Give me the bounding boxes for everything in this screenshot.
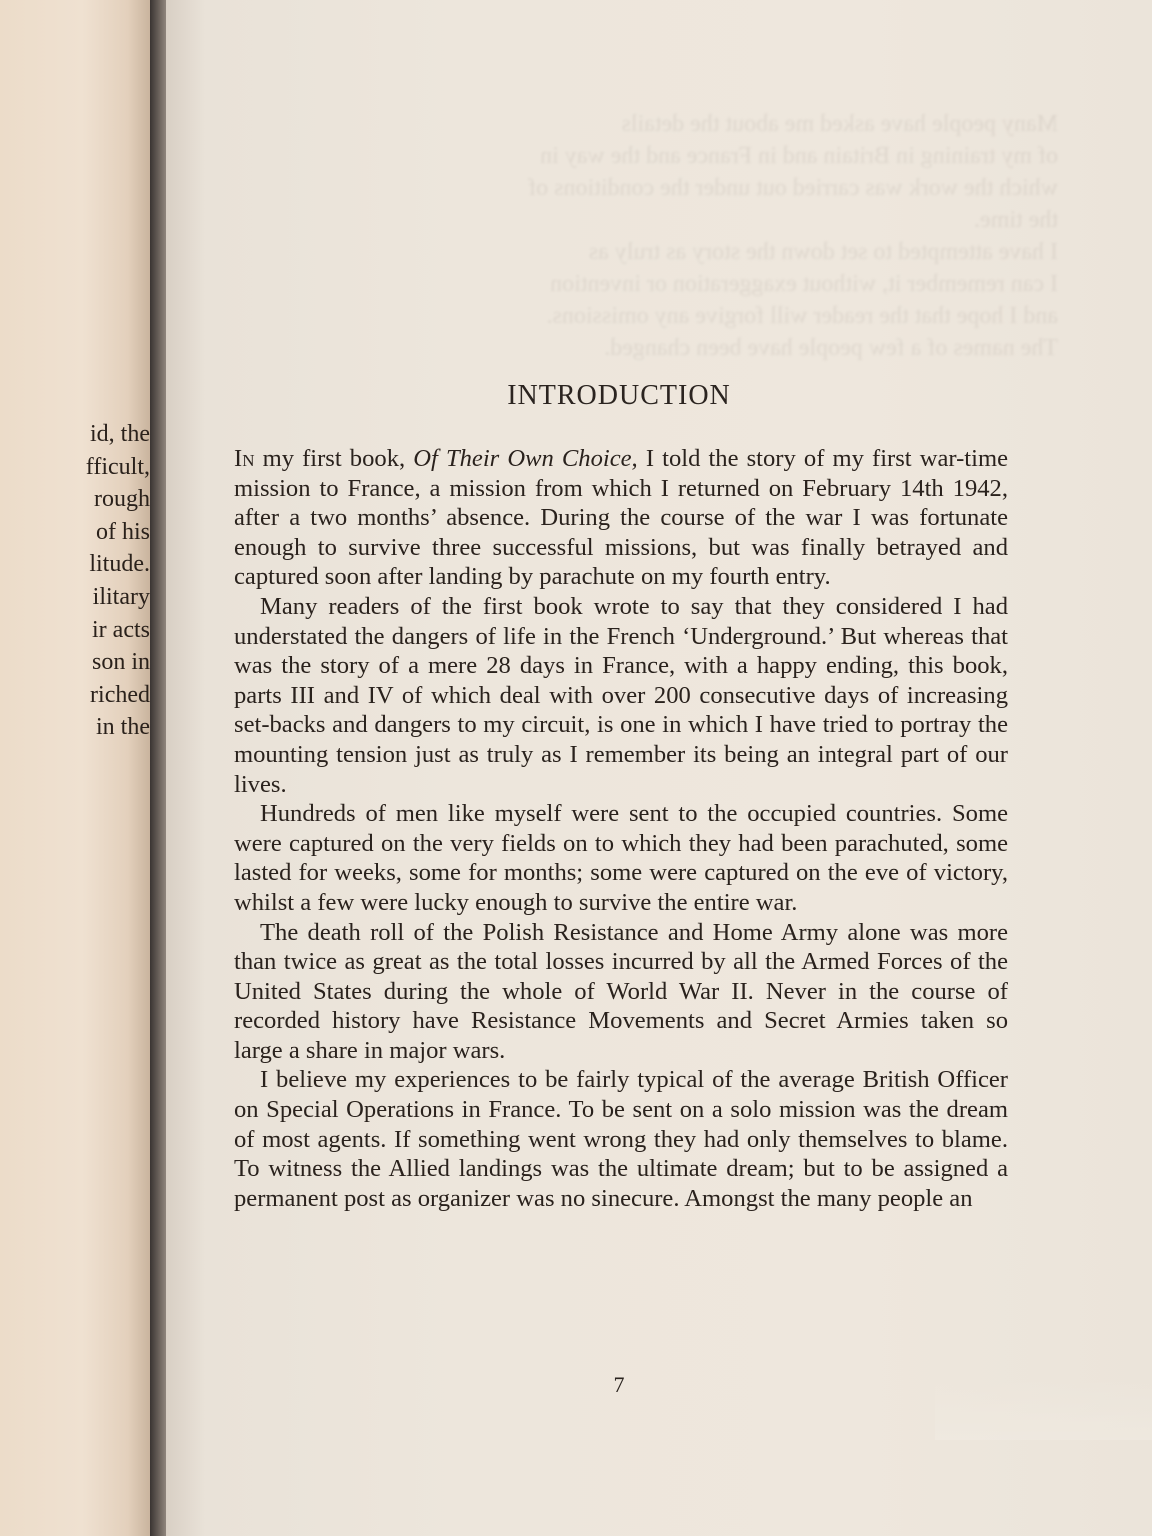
- bleed-line: Many people have asked me about the details: [621, 111, 1058, 137]
- paragraph-text: I told the story of my first war-time mission to France, a mission from which I returned on February 14th 1942, after a two months’ absence. During the course of the war I was fortunate enough to survive three successful missions, but was finally betrayed and captured soon after landing by parachute on my fourth entry.: [234, 445, 1008, 591]
- background-surface: [935, 1380, 1152, 1440]
- paragraph: I believe my experiences to be fairly typical of the average British Officer on Special Operations in France. To be sent on a solo mission was the dream of most agents. If something went wrong they had only themselves to blame. To witness the Allied landings was the ultimate dream; but to be assigned a permanent post as organizer was no sinecure. Amongst the many people an: [234, 1066, 1008, 1212]
- left-line: rough: [94, 486, 150, 513]
- left-page-text: [0, 418, 150, 744]
- bleed-line: and I hope that the reader will forgive any omissions.: [546, 303, 1058, 329]
- left-line: litude.: [89, 551, 150, 578]
- introduction-body: [234, 444, 1008, 1213]
- left-line: id, the: [90, 421, 150, 447]
- paragraph: The death roll of the Polish Resistance and Home Army alone was more than twice as great as the total losses incurred by all the Armed Forces of the United States during the whole of World War II. Never in the course of recorded history have Resistance Movements and Secret Armies taken so large a share in major wars.: [234, 918, 1008, 1064]
- left-line: of his: [96, 518, 150, 545]
- page-number: 7: [613, 1372, 625, 1397]
- show-through-text: [258, 108, 1058, 364]
- right-page: [166, 0, 1152, 1536]
- bleed-line: the time.: [974, 207, 1058, 233]
- left-line: fficult,: [85, 453, 150, 480]
- paragraph: Many readers of the first book wrote to say that they considered I had understated the dangers of life in the French ‘Underground.’ But whereas that was the story of a mere 28 days in France, with a happy ending, this book, parts III and IV of which deal with over 200 consecutive days of increasing set-backs and dangers to my circuit, is one in which I have tried to portray the mounting tension just as truly as I remember its being an integral part of our lives.: [234, 592, 1008, 798]
- bleed-line: which the work was carried out under the conditions of: [528, 175, 1058, 201]
- left-line: in the: [96, 714, 150, 741]
- drop-lead: In: [234, 445, 255, 472]
- paragraph-text: my first book,: [254, 445, 414, 472]
- paragraph: [234, 444, 1008, 592]
- bleed-line: The names of a few people have been changed.: [604, 335, 1058, 361]
- bleed-line: I have attempted to set down the story as truly as: [588, 239, 1058, 265]
- bleed-line: of my training in Britain and in France and the way in: [540, 143, 1058, 169]
- bleed-line: I can remember it, without exaggeration or invention: [550, 271, 1058, 297]
- left-line: riched: [90, 681, 150, 708]
- left-line: ilitary: [92, 583, 150, 610]
- left-line: ir acts: [92, 616, 150, 643]
- chapter-heading: INTRODUCTION: [507, 380, 731, 411]
- book-title: Of Their Own Choice,: [413, 445, 638, 472]
- left-line: son in: [91, 649, 150, 676]
- left-page: [0, 0, 150, 1536]
- paragraph: Hundreds of men like myself were sent to the occupied countries. Some were captured on the very fields on to which they had been parachuted, some lasted for weeks, some for months; some were captured on the eve of victory, whilst a few were lucky enough to survive the entire war.: [234, 800, 1008, 916]
